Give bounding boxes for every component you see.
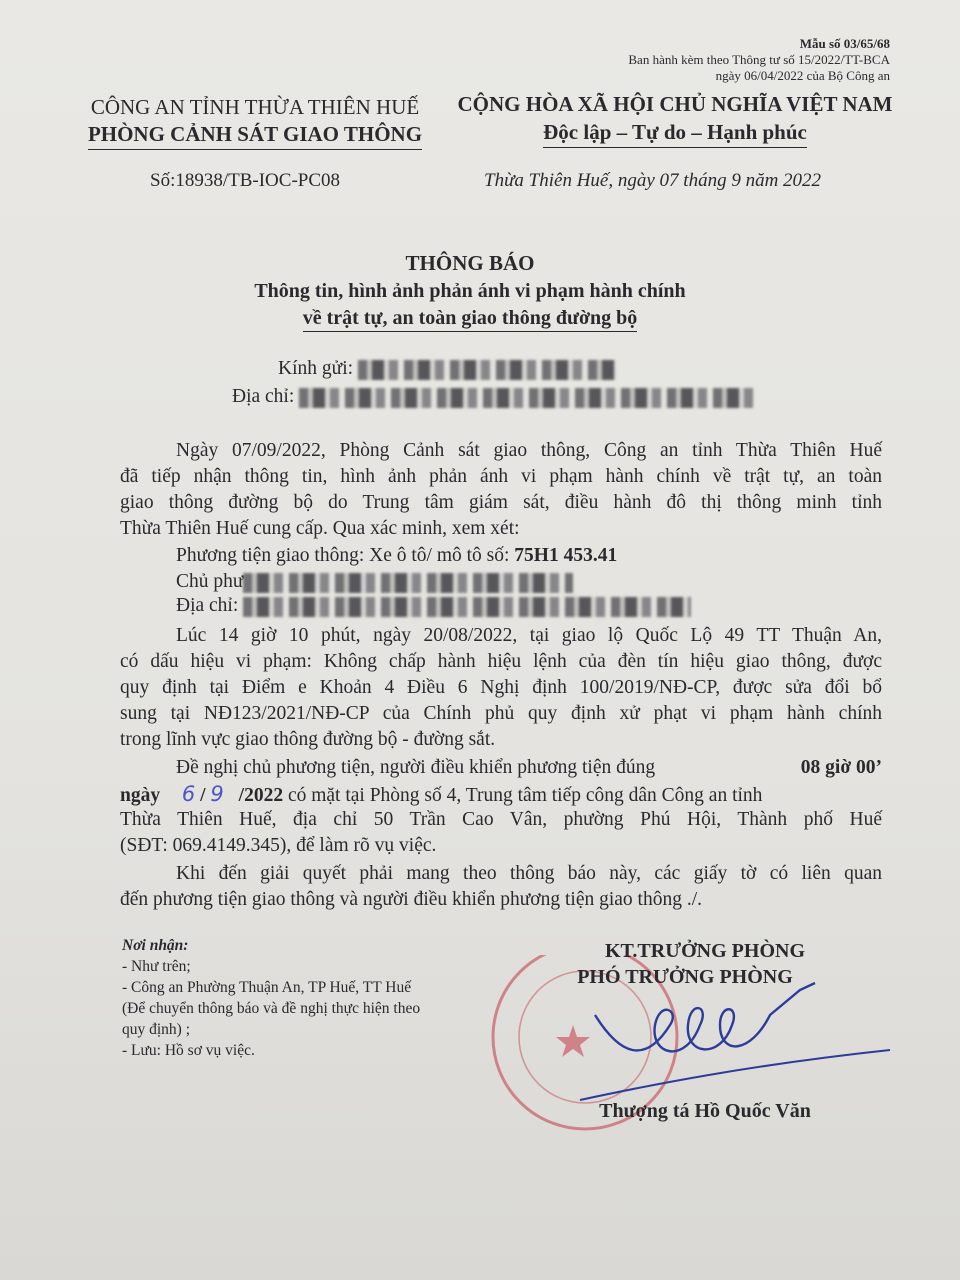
p3-rest: có mặt tại Phòng số 4, Trung tâm tiếp công dân Công an tỉnh <box>287 785 763 806</box>
notice-subtitle-1: Thông tin, hình ảnh phản ánh vi phạm hành chính <box>254 280 686 302</box>
vehicle-label: Phương tiện giao thông: Xe ô tô/ mô tô số: <box>176 545 510 566</box>
signature-title-2: PHÓ TRƯỞNG PHÒNG <box>577 966 793 988</box>
nation-motto: Độc lập – Tự do – Hạnh phúc <box>543 118 807 148</box>
recipient-item: - Công an Phường Thuận An, TP Huế, TT Huế <box>122 979 412 996</box>
nation-name: CỘNG HÒA XÃ HỘI CHỦ NGHĨA VIỆT NAM <box>457 92 893 116</box>
document-number: Số:18938/TB-IOC-PC08 <box>150 170 341 191</box>
nation-header <box>440 90 910 148</box>
p3-text: Đề nghị chủ phương tiện, người điều khiển phương tiện đúng <box>176 757 656 778</box>
form-reference <box>560 36 890 84</box>
redacted-owner <box>243 573 573 593</box>
recipient-item: - Như trên; <box>122 958 191 975</box>
recipient-item: (Để chuyển thông báo và đề nghị thực hiện theo <box>122 1000 421 1017</box>
recipients-label: Nơi nhận: <box>122 937 189 954</box>
appointment-time: 08 giờ 00’ <box>800 757 882 778</box>
agency-parent: CÔNG AN TỈNH THỪA THIÊN HUẾ <box>90 95 420 119</box>
owner-line <box>176 569 573 595</box>
owner-address-line <box>176 593 691 619</box>
handwritten-month: 9 <box>210 782 224 806</box>
agency-name: PHÒNG CẢNH SÁT GIAO THÔNG <box>88 121 422 150</box>
addressee-to <box>278 356 616 382</box>
form-issued-with: Ban hành kèm theo Thông tư số 15/2022/TT-BCA <box>628 52 890 67</box>
recipient-item: quy định) ; <box>122 1021 191 1038</box>
body-p4-line2: đến phương tiện giao thông và người điều khiển phương tiện giao thông ./. <box>120 889 703 910</box>
body-p4-line1: Khi đến giải quyết phải mang theo thông báo này, các giấy tờ có liên quan <box>176 863 882 884</box>
body-p2-line4: sung tại NĐ123/2021/NĐ-CP của Chính phủ quy định xử phạt vi phạm hành chính <box>120 703 882 724</box>
vehicle-line <box>176 543 617 569</box>
body-p1-line3: giao thông đường bộ do Trung tâm giám sát, điều hành đô thị thông minh tỉnh <box>120 492 882 513</box>
handwritten-signature <box>595 983 815 1051</box>
body-p1-line2: đã tiếp nhận thông tin, hình ảnh phản ánh vi phạm hành chính về trật tự, an toàn <box>120 466 882 487</box>
handwritten-day: 6 <box>181 782 196 806</box>
seal-star-icon <box>556 1025 590 1057</box>
recipients-block <box>122 935 420 1061</box>
addressee-to-label: Kính gửi: <box>278 358 354 379</box>
form-issued-date: ngày 06/04/2022 của Bộ Công an <box>715 68 890 83</box>
appointment-day-label: ngày <box>120 785 161 806</box>
addressee-address <box>232 384 754 410</box>
body-p1-line4: Thừa Thiên Huế cung cấp. Qua xác minh, xem xét: <box>120 518 520 539</box>
signature-title-1: KT.TRƯỞNG PHÒNG <box>605 940 805 962</box>
body-p1-line1: Ngày 07/09/2022, Phòng Cảnh sát giao thông, Công an tỉnh Thừa Thiên Huế <box>176 440 882 461</box>
body-p3-line2 <box>120 781 882 809</box>
form-number: Mẫu số 03/65/68 <box>799 36 890 51</box>
date-slash: / <box>200 785 206 806</box>
notice-title: THÔNG BÁO <box>405 251 535 275</box>
body-p2-line2: có dấu hiệu vi phạm: Không chấp hành hiệu lệnh của đèn tín hiệu giao thông, được <box>120 651 882 672</box>
signer-name: Thượng tá Hồ Quốc Văn <box>599 1100 811 1122</box>
agency-header <box>70 94 440 150</box>
redacted-name <box>358 360 616 380</box>
place-date: Thừa Thiên Huế, ngày 07 tháng 9 năm 2022 <box>484 170 822 191</box>
body-p3-line3: Thừa Thiên Huế, địa chỉ 50 Trần Cao Vân, phường Phú Hội, Thành phố Huế <box>120 809 882 830</box>
body-p2-line5: trong lĩnh vực giao thông đường bộ - đường sắt. <box>120 729 496 750</box>
addressee-address-label: Địa chỉ: <box>232 386 295 407</box>
owner-label: Chủ phư <box>176 571 244 592</box>
license-plate: 75H1 453.41 <box>514 545 618 566</box>
appointment-year: /2022 <box>238 785 284 806</box>
recipient-item: - Lưu: Hồ sơ vụ việc. <box>122 1042 255 1059</box>
body-p2-line1: Lúc 14 giờ 10 phút, ngày 20/08/2022, tại giao lộ Quốc Lộ 49 TT Thuận An, <box>176 625 882 646</box>
notice-subtitle-2: về trật tự, an toàn giao thông đường bộ <box>0 307 940 332</box>
owner-address-label: Địa chỉ: <box>176 595 239 616</box>
signature-underline <box>580 1050 890 1100</box>
body-p3-line1 <box>176 755 882 781</box>
redacted-address <box>299 388 754 408</box>
body-p3-line4: (SĐT: 069.4149.345), để làm rõ vụ việc. <box>120 835 437 856</box>
redacted-owner-address <box>243 597 691 617</box>
body-p2-line3: quy định tại Điểm e Khoản 4 Điều 6 Nghị định 100/2019/NĐ-CP, được sửa đổi bổ <box>120 677 882 698</box>
